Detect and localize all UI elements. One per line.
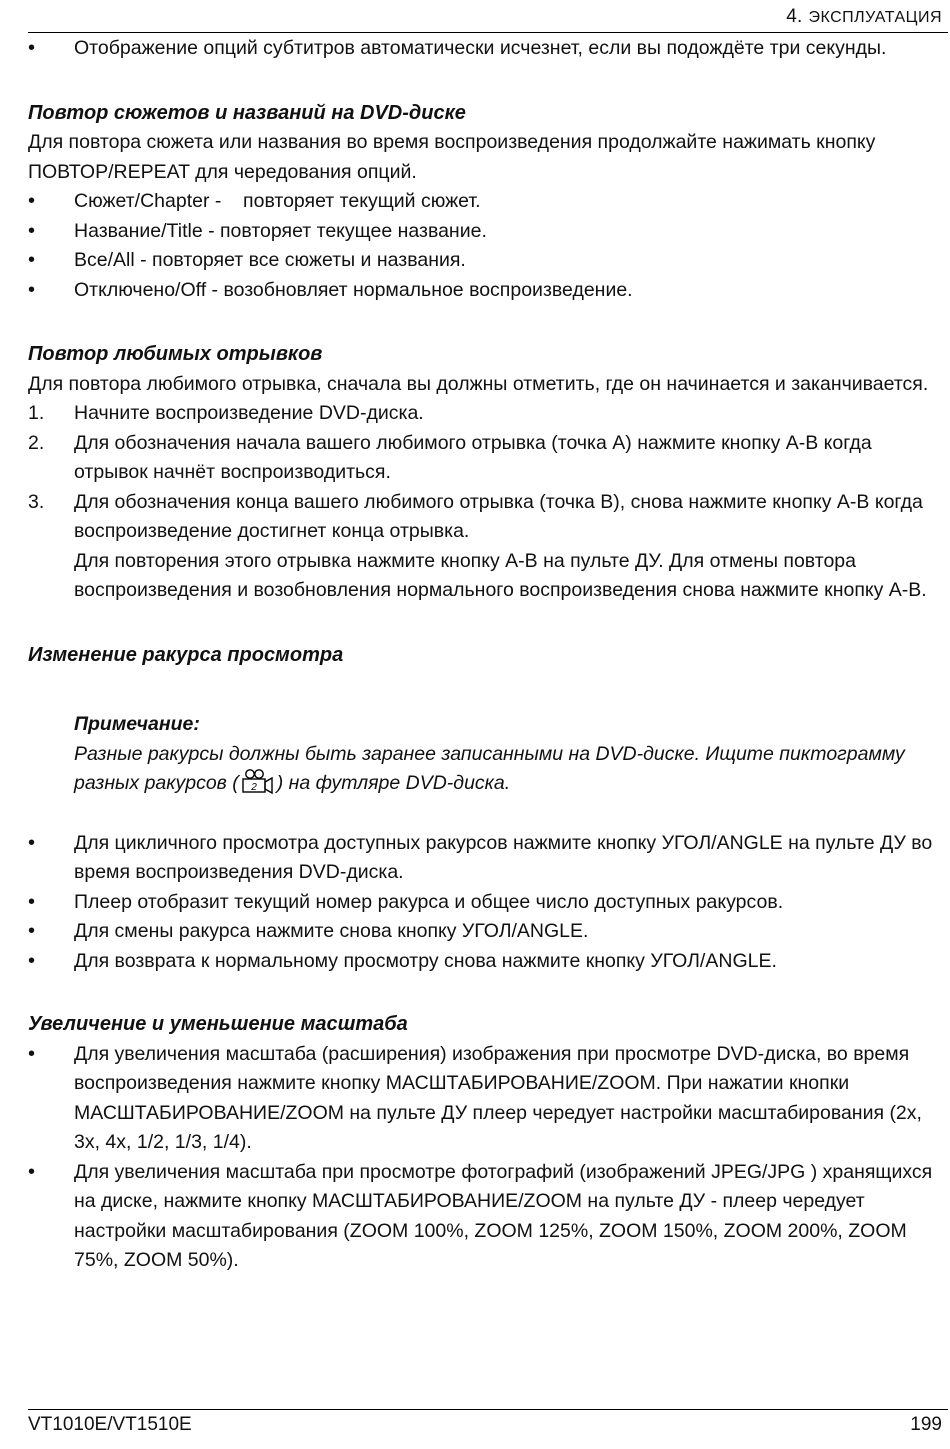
list-item-text: Сюжет/Chapter - повторяет текущий сюжет. — [74, 190, 481, 212]
list-item — [28, 217, 950, 247]
header-rule — [28, 32, 948, 33]
footer-model: VT1010E/VT1510E — [28, 1414, 192, 1435]
list-item — [28, 888, 950, 918]
step-number: 1. — [28, 402, 45, 424]
step-text: Для обозначения начала вашего любимого отрывка (точка А) нажмите кнопку A-B когда отрывок начнёт воспроизводиться. — [74, 431, 872, 483]
list-item — [28, 246, 950, 276]
list-item — [28, 187, 950, 217]
list-item-text: Название/Title - повторяет текущее название. — [74, 219, 487, 242]
list-item — [28, 429, 950, 488]
section-heading-angle: Изменение ракурса просмотра — [28, 643, 344, 666]
angle-icon-label: 2 — [250, 782, 257, 793]
section-heading-zoom: Увеличение и уменьшение масштаба — [28, 1013, 408, 1035]
step-continuation — [28, 547, 950, 606]
step-number: 2. — [28, 431, 45, 454]
page-content — [28, 34, 950, 1276]
note-text — [74, 740, 950, 799]
note-text-part: ) на футляре DVD-диска. — [276, 772, 511, 794]
bullet-marker: • — [28, 1042, 36, 1065]
list-item — [28, 917, 950, 947]
intro-bullet-text: Отображение опций субтитров автоматически исчезнет, если вы подождёте три секунды. — [74, 37, 887, 59]
bullet-marker: • — [28, 1160, 36, 1183]
bullet-marker: • — [28, 249, 36, 271]
page-header — [786, 6, 942, 28]
list-item-text: Плеер отобразит текущий номер ракурса и общее число доступных ракурсов. — [74, 890, 784, 913]
list-item-text: Для смены ракурса нажмите снова кнопку УГОЛ/ANGLE. — [74, 920, 589, 942]
list-item — [28, 399, 950, 429]
list-item — [28, 1040, 950, 1158]
bullet-marker: • — [28, 949, 36, 972]
note-block — [28, 710, 950, 799]
bullet-marker: • — [28, 920, 36, 942]
list-item — [28, 276, 950, 306]
section-number: 4. — [786, 6, 803, 27]
section-heading-repeat-ab: Повтор любимых отрывков — [28, 343, 323, 365]
footer-rule — [28, 1409, 948, 1410]
step-text: Для обозначения конца вашего любимого отрывка (точка В), снова нажмите кнопку A-B когда воспроизведение достигнет конца отрывка. — [74, 490, 923, 542]
camera-angle-icon — [239, 769, 277, 795]
list-item — [28, 1158, 950, 1276]
bullet-marker: • — [28, 890, 36, 913]
step-number: 3. — [28, 490, 45, 513]
list-item — [28, 488, 950, 547]
list-item-text: Для увеличения масштаба (расширения) изображения при просмотре DVD-диска, во время воспроизведения нажмите кнопку МАСШТАБИРОВАНИЕ/ZOOM. При нажатии кнопки МАСШТАБИРОВАНИЕ/ZOOM на пульте ДУ плеер чередует настройки масштабирования (2x, 3x, 4x, 1/2, 1/3, 1/4). — [74, 1042, 922, 1153]
note-title: Примечание: — [74, 713, 200, 735]
list-item-text: Для цикличного просмотра доступных ракурсов нажмите кнопку УГОЛ/ANGLE на пульте ДУ во время воспроизведения DVD-диска. — [74, 831, 933, 883]
bullet-marker: • — [28, 831, 36, 854]
list-item — [28, 829, 950, 888]
list-item-text: Для возврата к нормальному просмотру снова нажмите кнопку УГОЛ/ANGLE. — [74, 949, 777, 972]
page-number: 199 — [910, 1414, 942, 1435]
note-text-part: Разные ракурсы должны быть заранее записанными на DVD-диске. Ищите пиктограмму разных ракурсов ( — [74, 742, 905, 794]
bullet-marker: • — [28, 37, 36, 59]
list-item-text: Для увеличения масштаба при просмотре фотографий (изображений JPEG/JPG ) хранящихся на диске, нажмите кнопку МАСШТАБИРОВАНИЕ/ZOOM на пульте ДУ - плеер чередует настройки масштабирования (ZOOM 100%, ZOOM 125%, ZOOM 150%, ZOOM 200%, ZOOM 75%, ZOOM 50%). — [74, 1160, 933, 1271]
section-title: ЭКСПЛУАТАЦИЯ — [808, 9, 942, 26]
bullet-marker: • — [28, 190, 36, 212]
bullet-marker: • — [28, 219, 36, 242]
step-continuation-text: Для повторения этого отрывка нажмите кнопку A-B на пульте ДУ. Для отмены повтора воспроизведения и возобновления нормального воспроизведения снова нажмите кнопку A-B. — [74, 549, 927, 601]
repeat-ab-text: Для повтора любимого отрывка, сначала вы должны отметить, где он начинается и заканчивается. — [28, 372, 929, 395]
list-item — [28, 34, 950, 64]
list-item-text: Все/All - повторяет все сюжеты и названия. — [74, 249, 466, 271]
list-item — [28, 947, 950, 977]
repeat-chapters-text: Для повтора сюжета или названия во время воспроизведения продолжайте нажимать кнопку ПОВТОР/REPEAT для чередования опций. — [28, 131, 898, 183]
step-text: Начните воспроизведение DVD-диска. — [74, 402, 424, 424]
section-heading-repeat-chapters: Повтор сюжетов и названий на DVD-диске — [28, 101, 466, 124]
bullet-marker: • — [28, 278, 36, 301]
list-item-text: Отключено/Off - возобновляет нормальное воспроизведение. — [74, 278, 633, 301]
